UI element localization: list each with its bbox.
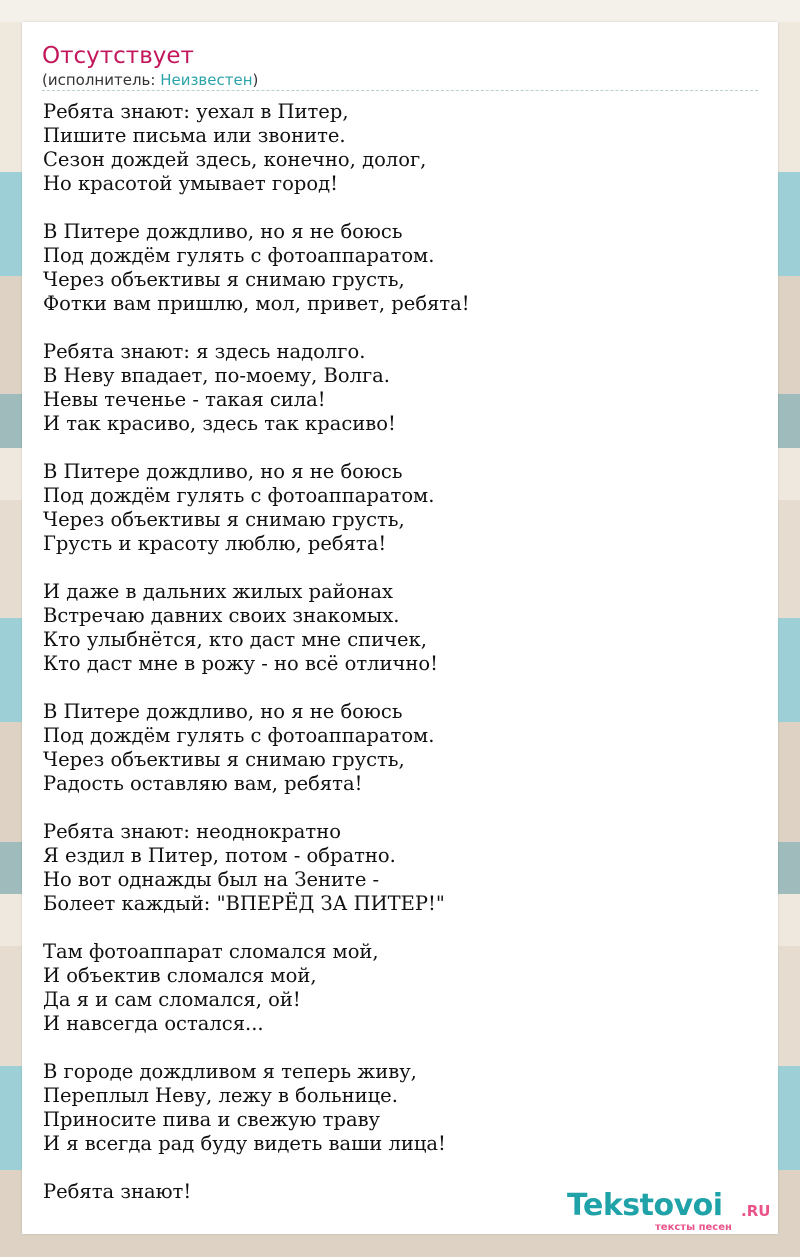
- artist-prefix: (исполнитель:: [42, 71, 161, 89]
- title-divider: [42, 90, 758, 91]
- artist-suffix: ): [252, 71, 259, 89]
- logo-wordmark: Tekstovoi: [567, 1188, 723, 1223]
- site-logo[interactable]: [567, 1188, 772, 1232]
- logo-tagline: тексты песен: [655, 1222, 732, 1233]
- lyrics-card: [22, 22, 778, 1234]
- artist-link[interactable]: Неизвестен: [160, 71, 253, 89]
- song-title: Отсутствует: [42, 43, 194, 69]
- logo-domain: .RU: [741, 1202, 771, 1220]
- lyrics-text: Ребята знают: уехал в Питер, Пишите письма или звоните. Сезон дождей здесь, конечно, долог, Но красотой умывает город! В Питере дождливо, но я не боюсь Под дождём гулять с фотоаппаратом. Через объективы я снимаю грусть, Фотки вам пришлю, мол, привет, ребята! Ребята знают: я здесь надолго. В Неву впадает, по-моему, Волга. Невы теченье - такая сила! И так красиво, здесь так красиво! В Питере дождливо, но я не боюсь Под дождём гулять с фотоаппаратом. Через объективы я снимаю грусть, Грусть и красоту люблю, ребята! И даже в дальних жилых районах Встречаю давних своих знакомых. Кто улыбнётся, кто даст мне спичек, Кто даст мне в рожу - но всё отлично! В Питере дождливо, но я не боюсь Под дождём гулять с фотоаппаратом. Через объективы я снимаю грусть, Радость оставляю вам, ребята! Ребята знают: неоднократно Я ездил в Питер, потом - обратно. Но вот однажды был на Зените - Болеет каждый: "ВПЕРЁД ЗА ПИТЕР!" Там фотоаппарат сломался мой, И объектив сломался мой, Да я и сам сломался, ой! И навсегда остался... В городе дождливом я теперь живу, Переплыл Неву, лежу в больнице. Приносите пива и свежую траву И я всегда рад буду видеть ваши лица! Ребята знают!: [43, 100, 470, 1203]
- artist-line: [42, 71, 258, 89]
